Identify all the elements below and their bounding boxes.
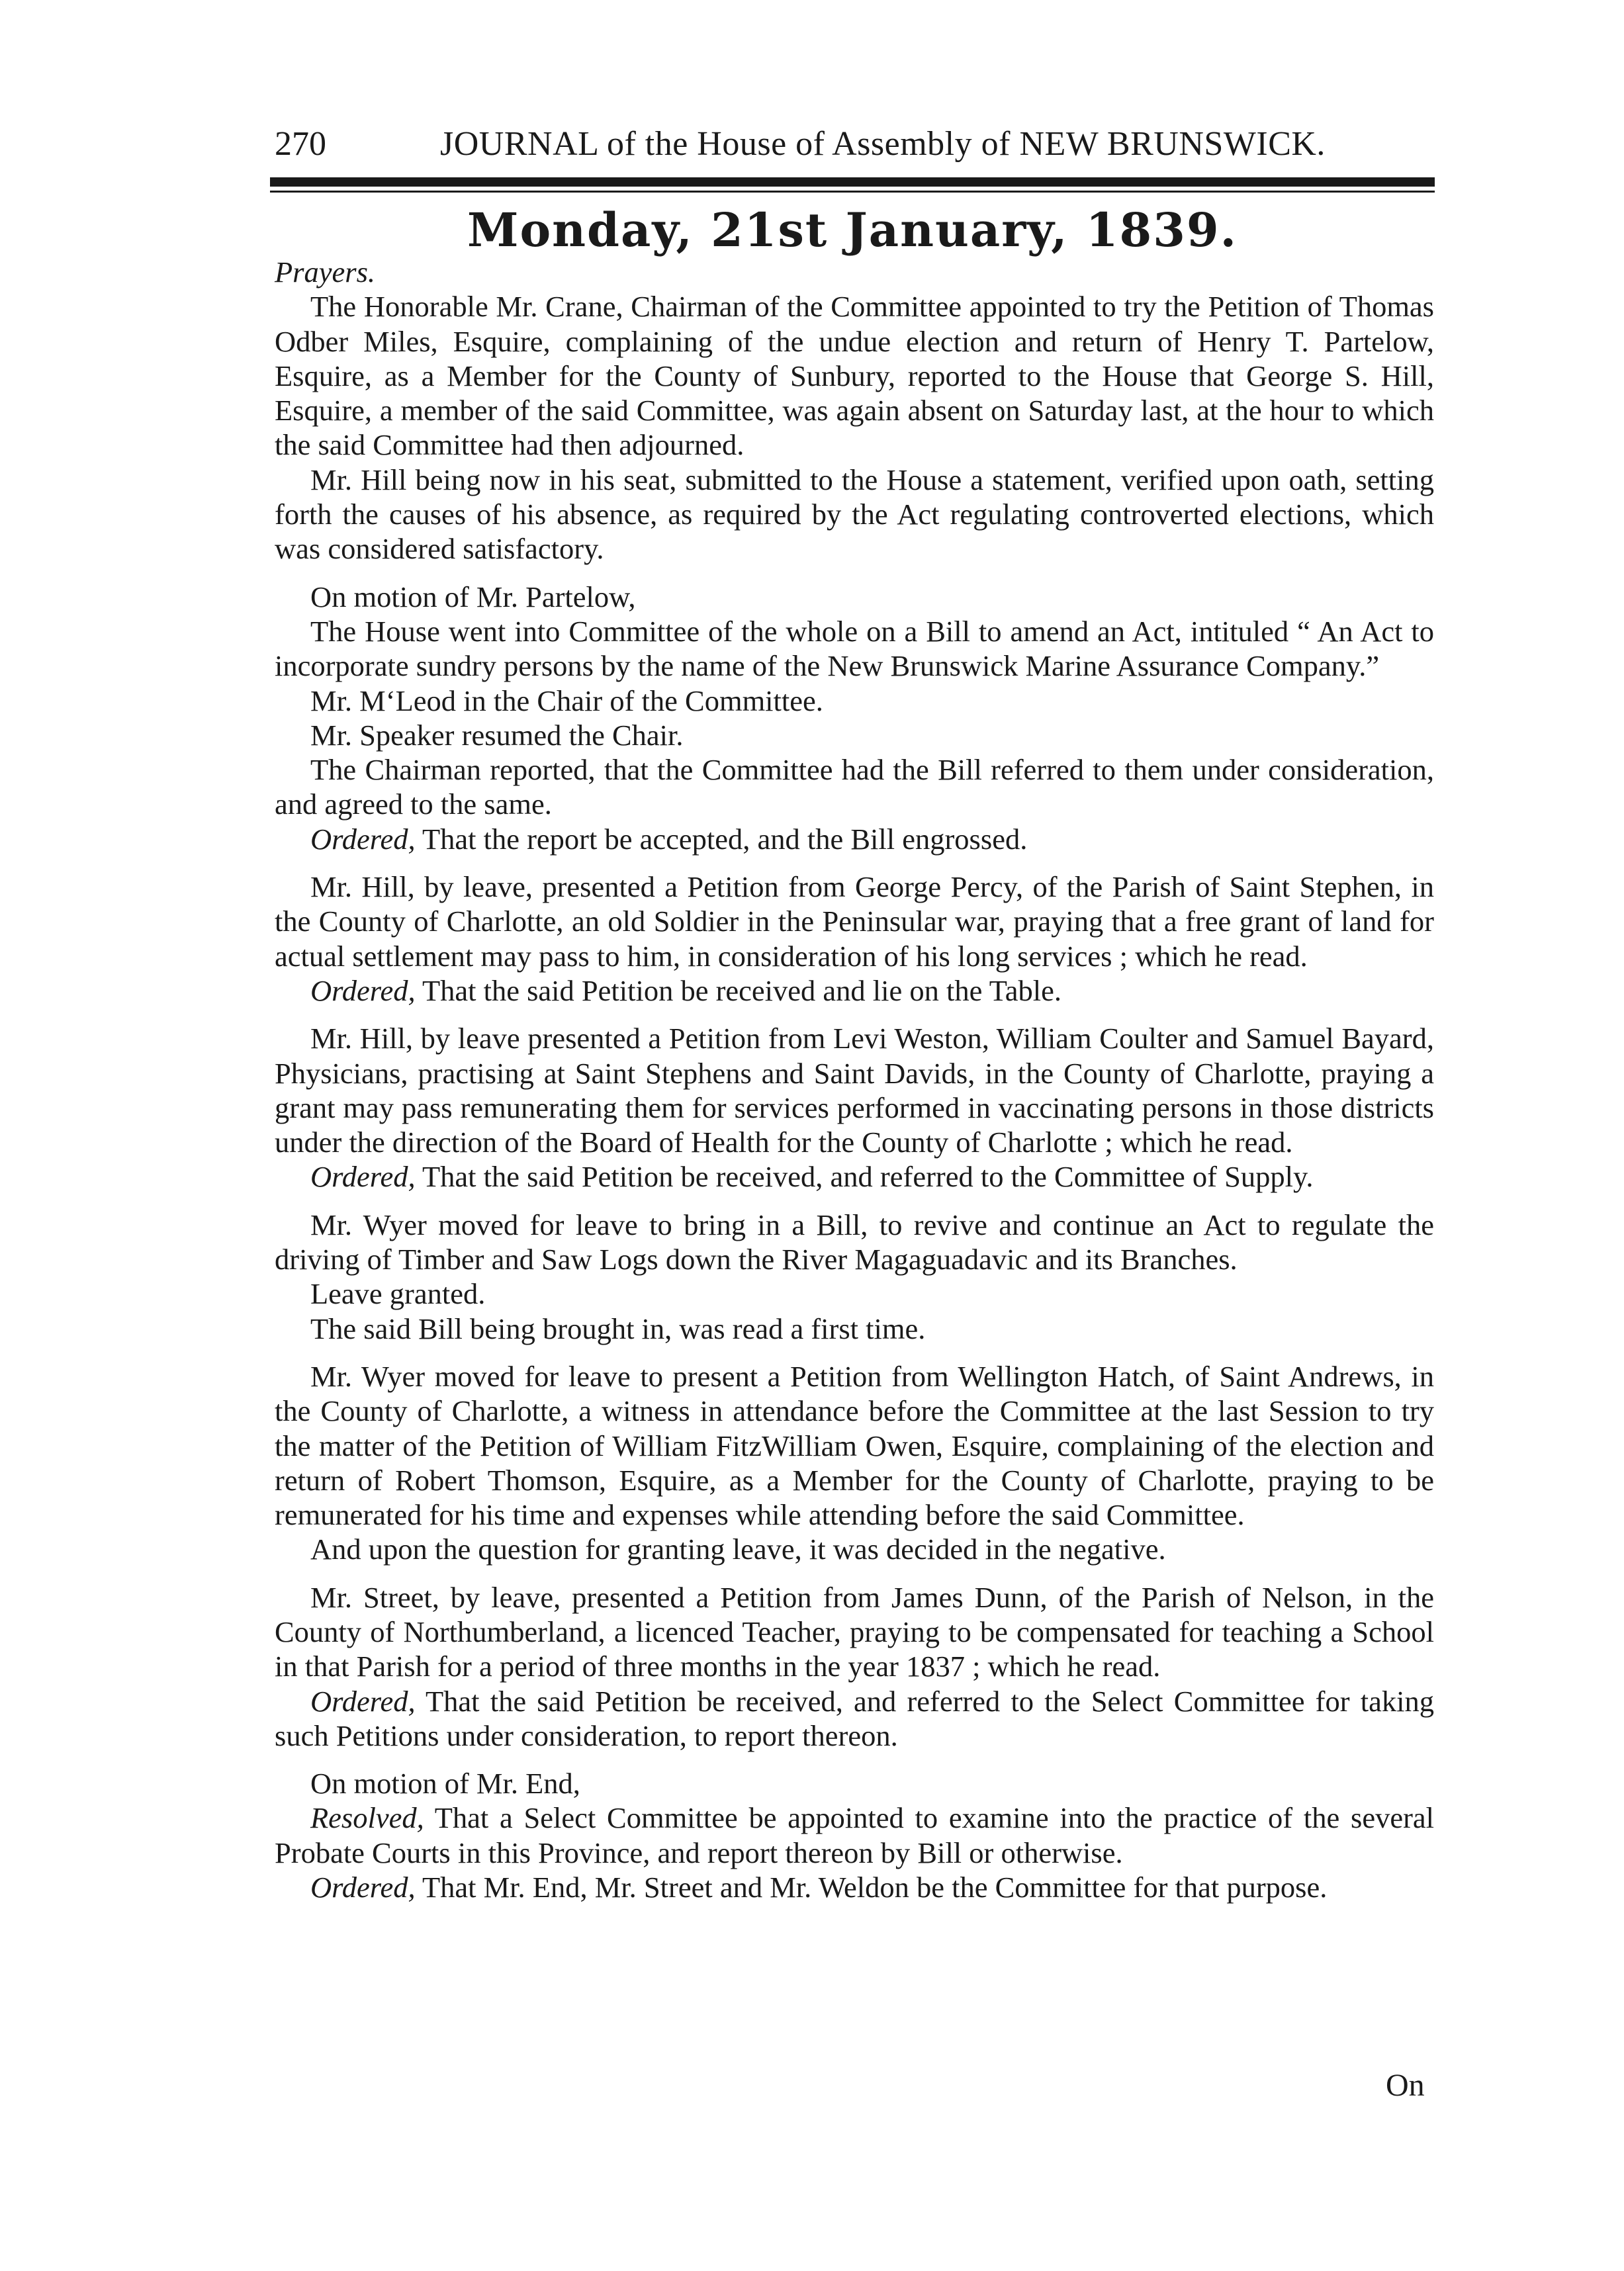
paragraph-lead: Resolved, bbox=[310, 1801, 424, 1835]
paragraph-22 bbox=[275, 1870, 1434, 1904]
paragraph-17 bbox=[275, 1532, 1434, 1566]
paragraph-text: The House went into Committee of the whole on a Bill to amend an Act, intituled “ An Act to incorporate sundry persons by the name of the New Brunswick Marine Assurance Company.” bbox=[275, 614, 1434, 683]
paragraph-16 bbox=[275, 1359, 1434, 1532]
paragraph-text: Mr. Wyer moved for leave to bring in a Bill, to revive and continue an Act to regulate the driving of Timber and Saw Logs down the River Magaguadavic and its Branches. bbox=[275, 1208, 1434, 1276]
paragraph-text: Mr. M‘Leod in the Chair of the Committee. bbox=[310, 684, 823, 717]
paragraph-text: The Chairman reported, that the Committee had the Bill referred to them under consideration, and agreed to the same. bbox=[275, 753, 1434, 821]
paragraph-1 bbox=[275, 289, 1434, 462]
header-rule-thin bbox=[270, 191, 1435, 193]
catchword: On bbox=[1386, 2068, 1425, 2103]
paragraph-text: That the report be accepted, and the Bill engrossed. bbox=[422, 822, 1028, 856]
paragraph-5 bbox=[275, 684, 1434, 718]
paragraph-11 bbox=[275, 1021, 1434, 1159]
paragraph-text: That the said Petition be received, and referred to the Select Committee for taking such Petitions under consideration, to report thereon. bbox=[275, 1684, 1434, 1752]
paragraph-19 bbox=[275, 1684, 1434, 1754]
paragraph-lead: Ordered, bbox=[310, 1160, 416, 1194]
paragraph-15 bbox=[275, 1312, 1434, 1346]
paragraph-text: Mr. Hill being now in his seat, submitted to the House a statement, verified upon oath, setting forth the causes of his absence, as required by the Act regulating controverted elections, which was considered satisfactory. bbox=[275, 463, 1434, 566]
paragraph-6 bbox=[275, 718, 1434, 752]
paragraph-text: The Honorable Mr. Crane, Chairman of the Committee appointed to try the Petition of Thomas Odber Miles, Esquire, complaining of the undue election and return of Henry T. Partelow, Esquire, as a Member for the County of Sunbury, reported to the House that George S. Hill, Esquire, a member of the said Committee, was again absent on Saturday last, at the hour to which the said Committee had then adjourned. bbox=[275, 290, 1434, 462]
paragraph-text: Mr. Hill, by leave presented a Petition from Levi Weston, William Coulter and Samuel Bayard, Physicians, practising at Saint Stephens and Saint Davids, in the County of Charlotte, praying a grant may pass remunerating them for services performed in vaccinating persons in those districts under the direction of the Board of Health for the County of Charlotte ; which he read. bbox=[275, 1022, 1434, 1159]
paragraph-prayers bbox=[275, 255, 1434, 289]
paragraph-text: Mr. Street, by leave, presented a Petition from James Dunn, of the Parish of Nelson, in the County of Northumberland, a licenced Teacher, praying to be compensated for teaching a School in that Parish for a period of three months in the year 1837 ; which he read. bbox=[275, 1580, 1434, 1683]
paragraph-13 bbox=[275, 1208, 1434, 1277]
paragraph-2 bbox=[275, 463, 1434, 566]
paragraph-lead: Ordered, bbox=[310, 973, 416, 1007]
paragraph-text: That the said Petition be received, and referred to the Committee of Supply. bbox=[422, 1160, 1314, 1194]
paragraph-8 bbox=[275, 822, 1434, 856]
paragraph-14 bbox=[275, 1276, 1434, 1311]
running-title: JOURNAL of the House of Assembly of NEW BRUNSWICK. bbox=[440, 125, 1326, 163]
paragraph-text: That Mr. End, Mr. Street and Mr. Weldon be the Committee for that purpose. bbox=[422, 1871, 1328, 1904]
paragraph-text: That the said Petition be received and lie on the Table. bbox=[422, 973, 1062, 1007]
paragraph-lead: Ordered, bbox=[310, 1871, 416, 1904]
paragraph-lead: Ordered, bbox=[310, 1684, 416, 1718]
paragraph-21 bbox=[275, 1801, 1434, 1870]
paragraph-text: That a Select Committee be appointed to examine into the practice of the several Probate Courts in this Province, and report thereon by Bill or otherwise. bbox=[275, 1801, 1435, 1869]
paragraph-text: On motion of Mr. Partelow, bbox=[310, 580, 636, 613]
header-rule-thick bbox=[270, 177, 1435, 187]
paragraph-text: And upon the question for granting leave, it was decided in the negative. bbox=[310, 1533, 1166, 1566]
paragraph-text: Leave granted. bbox=[310, 1277, 486, 1311]
page-number: 270 bbox=[275, 125, 326, 163]
paragraph-20 bbox=[275, 1766, 1434, 1801]
journal-body bbox=[275, 255, 1434, 1904]
paragraph-4 bbox=[275, 614, 1434, 684]
paragraph-text: The said Bill being brought in, was read a first time. bbox=[310, 1312, 926, 1345]
paragraph-text: On motion of Mr. End, bbox=[310, 1767, 580, 1801]
paragraph-text: Mr. Hill, by leave, presented a Petition from George Percy, of the Parish of Saint Stephen, in the County of Charlotte, an old Soldier in the Peninsular war, praying that a free grant of land for actual settlement may pass to him, in consideration of his long services ; which he read. bbox=[275, 870, 1434, 973]
running-header bbox=[275, 121, 1433, 167]
paragraph-7 bbox=[275, 752, 1434, 822]
paragraph-10 bbox=[275, 973, 1434, 1008]
prayers-label: Prayers. bbox=[275, 255, 376, 289]
paragraph-text: Mr. Wyer moved for leave to present a Petition from Wellington Hatch, of Saint Andrews, in the County of Charlotte, a witness in attendance before the Committee at the last Session to try the matter of the Petition of William FitzWilliam Owen, Esquire, complaining of the election and return of Robert Thomson, Esquire, as a Member for the County of Charlotte, praying to be remunerated for his time and expenses while attending before the said Committee. bbox=[275, 1359, 1434, 1532]
paragraph-9 bbox=[275, 869, 1434, 973]
paragraph-18 bbox=[275, 1580, 1434, 1684]
paragraph-lead: Ordered, bbox=[310, 822, 416, 856]
paragraph-3 bbox=[275, 580, 1434, 614]
paragraph-12 bbox=[275, 1159, 1434, 1194]
date-heading: Monday, 21st January, 1839. bbox=[467, 202, 1238, 257]
paragraph-text: Mr. Speaker resumed the Chair. bbox=[310, 718, 684, 752]
